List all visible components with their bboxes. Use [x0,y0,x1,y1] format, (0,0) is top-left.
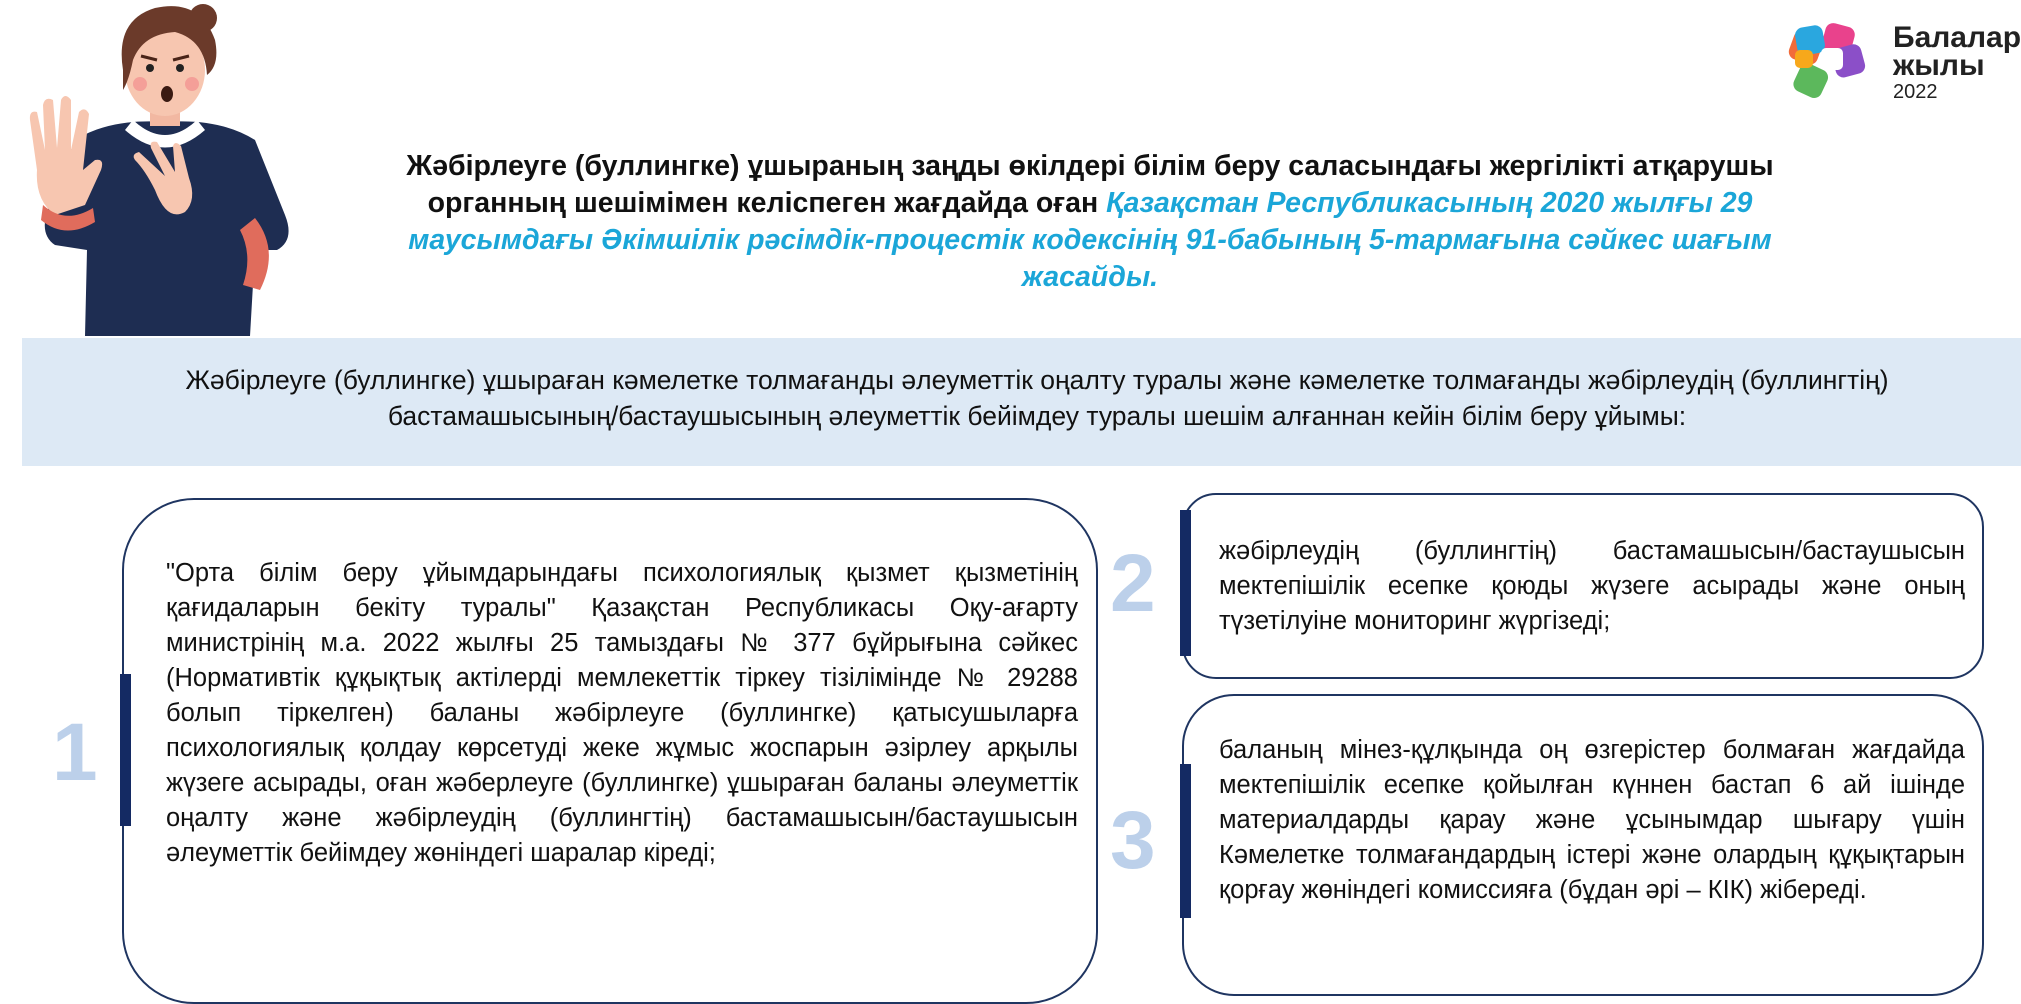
page-title [380,148,1800,296]
logo-text [1893,21,2021,104]
logo-year: 2022 [1893,81,1938,103]
title-accent: Қазақстан Республикасының 2020 жылғы 29 маусымдағы Әкімшілік рәсімдік-процестік кодексінің 91-бабының 5-тармағына сәйкес шағым жасайды. [408,187,1772,293]
logo-line-2: жылы [1893,49,1985,82]
item-text-2: жәбірлеудің (буллингтің) бастамашысын/бастаушысын мектепішілік есепке қоюды жүзеге асырады және оның түзетілуіне мониторинг жүргізеді; [1219,537,1965,635]
intro-band [22,338,2021,466]
item-number-2: 2 [1110,538,1156,629]
intro-text: Жәбірлеуге (буллингке) ұшыраған кәмелетке толмағанды әлеуметтік оңалту туралы және кәмелетке толмағанды жәбірлеудің (буллингтің) бастамашысының/бастаушысының әлеуметтік бейімдеу туралы шешім алғаннан кейін білім беру ұйымы: [185,365,1889,431]
logo-line-1: Балалар [1893,21,2021,54]
item-text-3: баланың мінез-құлқында оң өзгерістер болмаған жағдайда мектепішілік есепке қойылған күннен бастап 6 ай ішінде материалдарды қарау және ұсынымдар шығару үшін Кәмелетке толмағандардың істері және олардың құқықтарын қорғау жөніндегі комиссияға (бұдан әрі – КІК) жібереді. [1219,736,1965,904]
stop-gesture-woman-illustration [15,0,315,336]
item-text-1: "Орта білім беру ұйымдарындағы психологиялық қызмет қызметінің қағидаларын бекіту туралы" Қазақстан Республикасы Оқу-ағарту министрінің м.а. 2022 жылғы 25 тамыздағы № 377 бұйрығына сәйкес (Нормативтік құқықтық актілерді мемлекеттік тіркеу тізілімінде № 29288 болып тіркелген) баланы жәбірлеуге (буллингке) қатысушыларға психологиялық қолдау көрсетуді жеке жұмыс жоспарын әзірлеу арқылы жүзеге асырады, оған жәберлеуге (буллингке) ұшыраған баланы әлеуметтік оңалту және жәбірлеудің (буллингтің) бастамашысын/бастаушысын әлеуметтік бейімдеу жөніндегі шаралар кіреді; [166,559,1078,867]
title-plain: Жәбірлеуге (буллингке) ұшыраның заңды өкілдері білім беру саласындағы жергілікті атқарушы органның шешімімен келіспеген жағдайда оған [406,150,1774,219]
item-card-1-accent-bar [120,674,131,826]
item-number-3: 3 [1110,795,1156,886]
item-number-1: 1 [52,707,98,798]
item-card-2-accent-bar [1180,510,1191,656]
item-card-3-accent-bar [1180,764,1191,918]
